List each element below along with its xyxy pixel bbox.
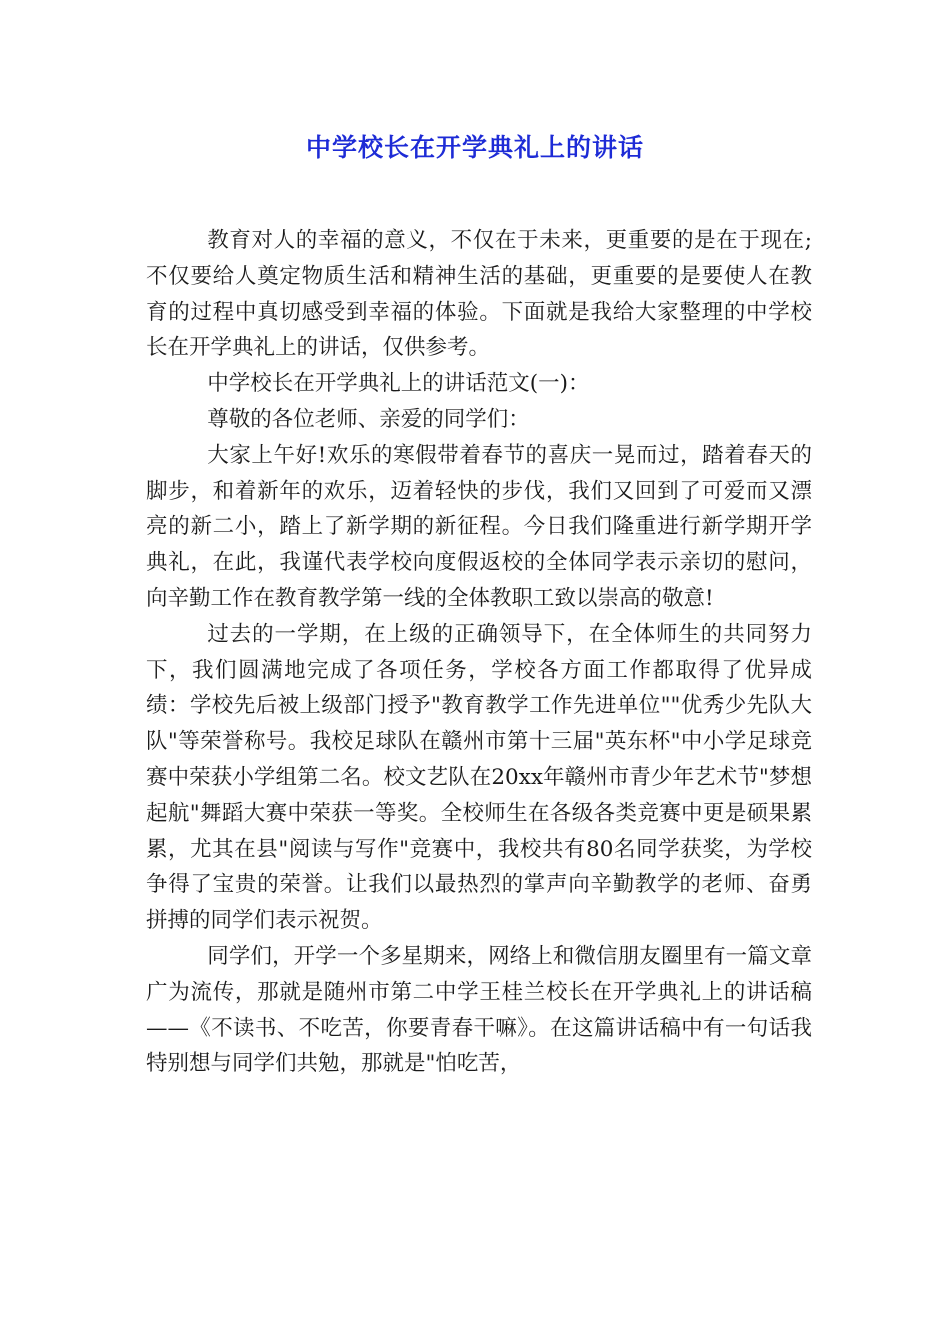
paragraph-article: 同学们，开学一个多星期来，网络上和微信朋友圈里有一篇文章广为流传，那就是随州市第二中学王桂兰校长在开学典礼上的讲话稿——《不读书、不吃苦，你要青春干嘛》。在这篇讲话稿中有一句话我特别想与同学们共勉，那就是"怕吃苦， — [146, 943, 812, 1077]
paragraph-intro: 教育对人的幸福的意义，不仅在于未来，更重要的是在于现在;不仅要给人奠定物质生活和精神生活的基础，更重要的是要使人在教育的过程中真切感受到幸福的体验。下面就是我给大家整理的中学校长在开学典礼上的讲话，仅供参考。 — [146, 228, 812, 361]
paragraph-greeting: 大家上午好!欢乐的寒假带着春节的喜庆一晃而过，踏着春天的脚步，和着新年的欢乐，迈着轻快的步伐，我们又回到了可爱而又漂亮的新二小，踏上了新学期的新征程。今日我们隆重进行新学期开学典礼，在此，我谨代表学校向度假返校的全体同学表示亲切的慰问，向辛勤工作在教育教学第一线的全体教职工致以崇高的敬意! — [146, 442, 812, 611]
paragraph-sample-heading: 中学校长在开学典礼上的讲话范文(一)： — [207, 371, 590, 397]
paragraph-achievements: 过去的一学期，在上级的正确领导下，在全体师生的共同努力下，我们圆满地完成了各项任务，学校各方面工作都取得了优异成绩：学校先后被上级部门授予"教育教学工作先进单位""优秀少先队大队"等荣誉称号。我校足球队在赣州市第十三届"英东杯"中小学足球竞赛中荣获小学组第二名。校文艺队在20xx年赣州市青少年艺术节"梦想起航"舞蹈大赛中荣获一等奖。全校师生在各级各类竞赛中更是硕果累累，尤其在县"阅读与写作"竞赛中，我校共有80名同学获奖，为学校争得了宝贵的荣誉。让我们以最热烈的掌声向辛勤教学的老师、奋勇拼搏的同学们表示祝贺。 — [146, 621, 812, 934]
document-title: 中学校长在开学典礼上的讲话 — [305, 133, 644, 162]
paragraph-salutation: 尊敬的各位老师、亲爱的同学们： — [207, 406, 530, 432]
document-body — [146, 223, 812, 1082]
